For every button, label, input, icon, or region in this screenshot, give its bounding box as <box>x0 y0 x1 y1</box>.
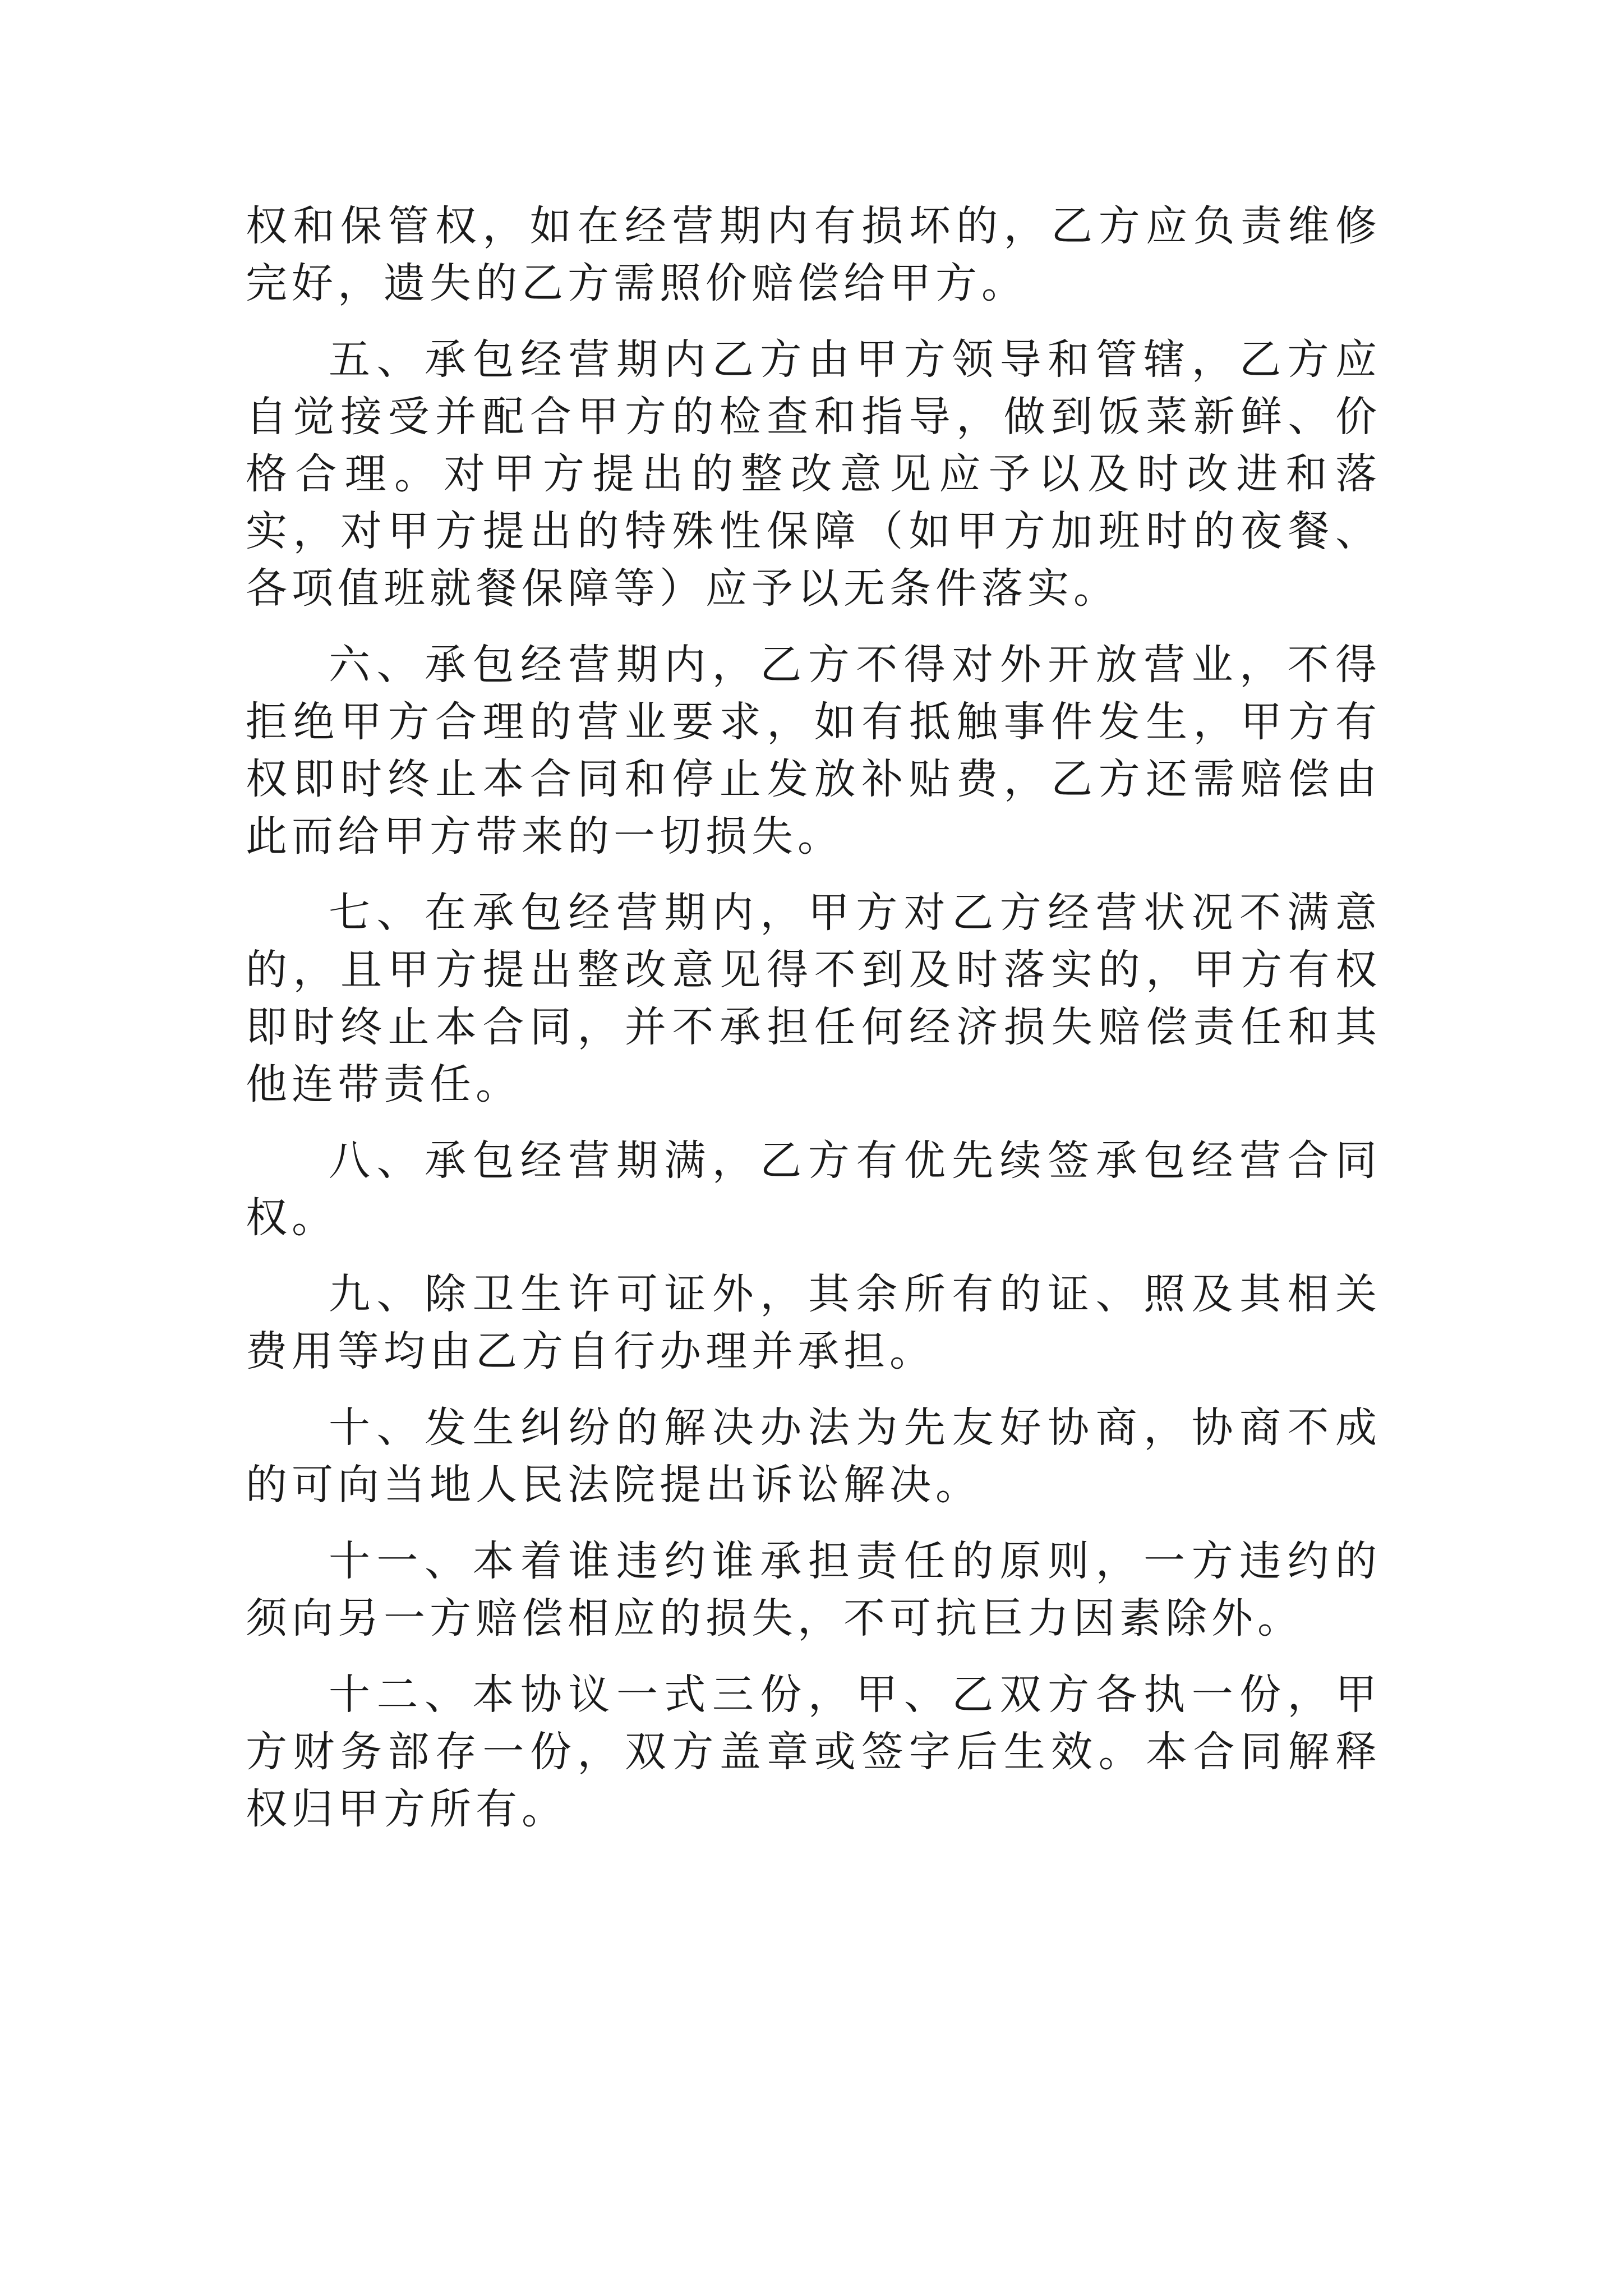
clause-8: 八、承包经营期满，乙方有优先续签承包经营合同权。 <box>246 1137 1381 1242</box>
clause-10: 十、发生纠纷的解决办法为先友好协商，协商不成的可向当地人民法院提出诉讼解决。 <box>246 1404 1381 1509</box>
clause-11: 十一、本着谁违约谁承担责任的原则，一方违约的须向另一方赔偿相应的损失，不可抗巨力因素除外。 <box>246 1537 1381 1642</box>
clause-12: 十二、本协议一式三份，甲、乙双方各执一份，甲方财务部存一份，双方盖章或签字后生效。本合同解释权归甲方所有。 <box>246 1671 1381 1833</box>
clause-7: 七、在承包经营期内，甲方对乙方经营状况不满意的，且甲方提出整改意见得不到及时落实的，甲方有权即时终止本合同，并不承担任何经济损失赔偿责任和其他连带责任。 <box>246 889 1381 1108</box>
clause-5: 五、承包经营期内乙方由甲方领导和管辖，乙方应自觉接受并配合甲方的检查和指导，做到饭菜新鲜、价格合理。对甲方提出的整改意见应予以及时改进和落实，对甲方提出的特殊性保障（如甲方加班时的夜餐、各项值班就餐保障等）应予以无条件落实。 <box>246 335 1381 613</box>
contract-body <box>246 197 1381 1857</box>
clause-9: 九、除卫生许可证外，其余所有的证、照及其相关费用等均由乙方自行办理并承担。 <box>246 1270 1381 1375</box>
clause-6: 六、承包经营期内，乙方不得对外开放营业，不得拒绝甲方合理的营业要求，如有抵触事件发生，甲方有权即时终止本合同和停止发放补贴费，乙方还需赔偿由此而给甲方带来的一切损失。 <box>246 641 1381 861</box>
paragraph-continued: 权和保管权，如在经营期内有损坏的，乙方应负责维修完好，遗失的乙方需照价赔偿给甲方。 <box>246 202 1381 307</box>
